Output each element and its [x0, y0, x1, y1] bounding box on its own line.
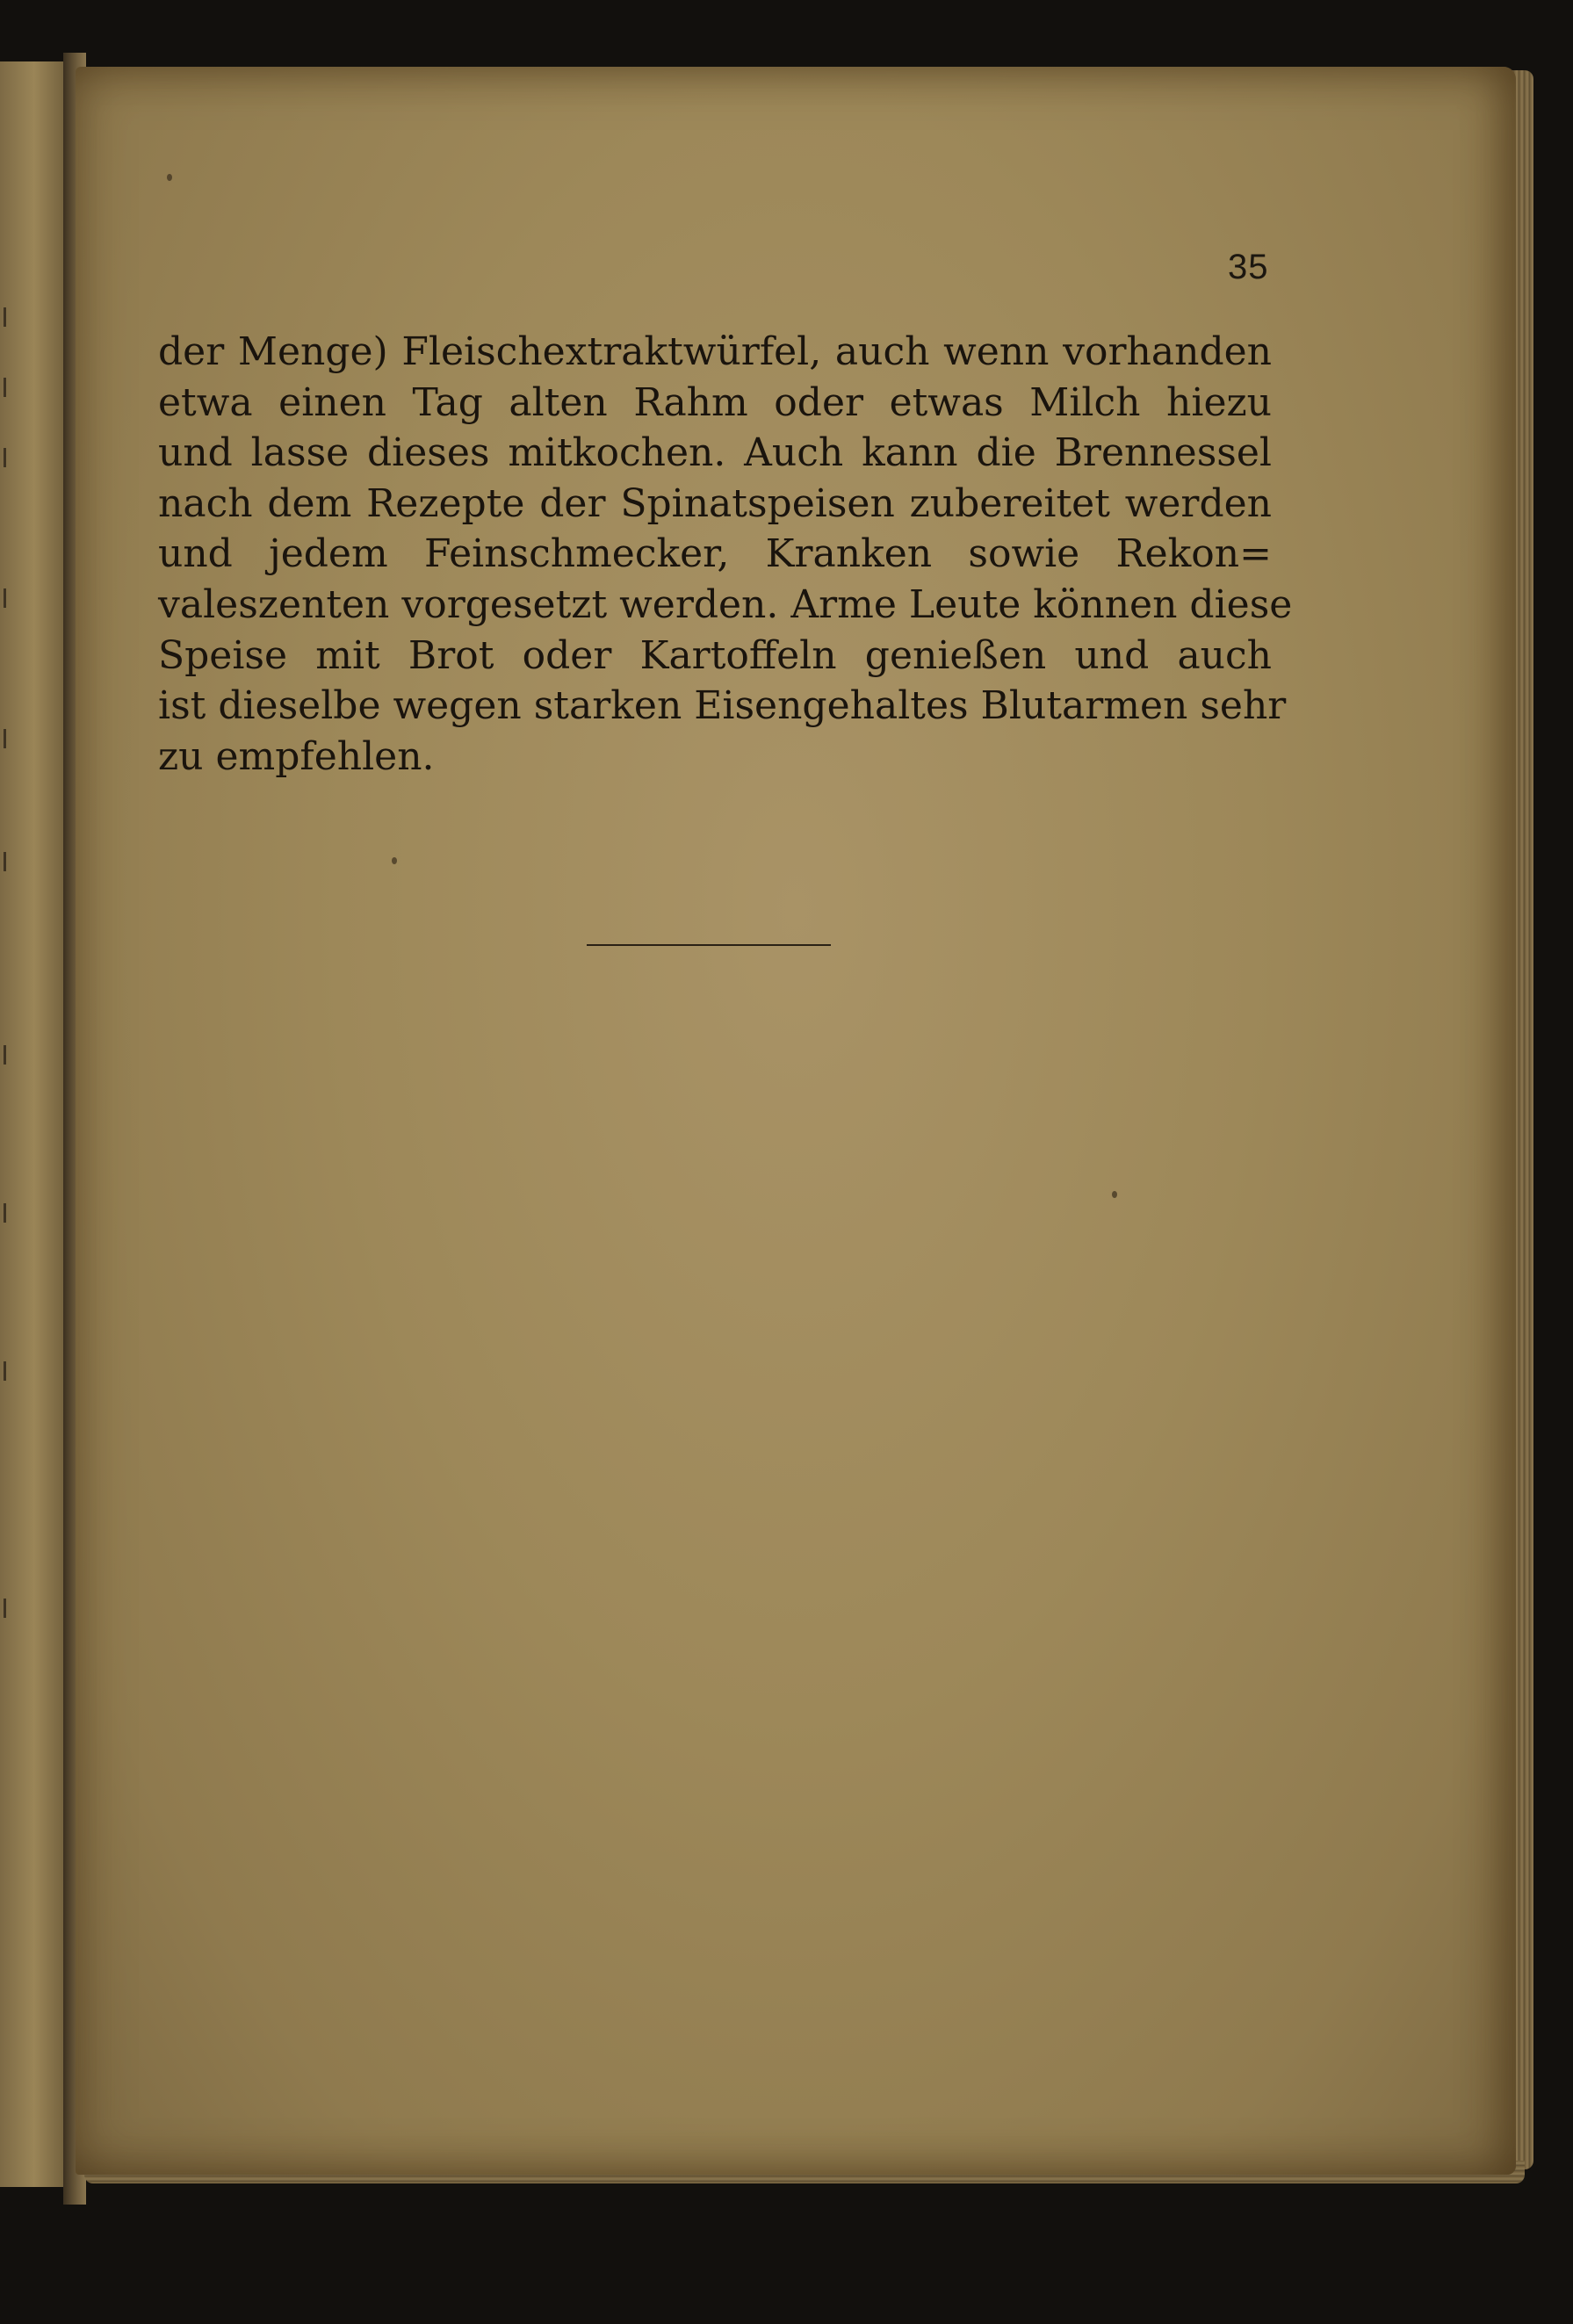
- bleed-mark: [4, 378, 18, 397]
- text-line: zu empfehlen.: [158, 733, 435, 779]
- paper-speck: [1112, 1191, 1117, 1198]
- bleed-mark: [4, 588, 18, 608]
- bleed-mark: [4, 448, 18, 467]
- text-line: etwa einen Tag alten Rahm oder etwas Milch hiezu: [158, 379, 1272, 425]
- text-line: Speise mit Brot oder Kartoffeln genießen und auch: [158, 632, 1272, 678]
- text-line: und lasse dieses mitkochen. Auch kann die Brennessel: [158, 430, 1272, 476]
- previous-page-edge: [0, 61, 71, 2187]
- text-line: ist dieselbe wegen starken Eisengehaltes Blutarmen sehr: [158, 683, 1287, 729]
- text-line: der Menge) Fleischextraktwürfel, auch wenn vorhanden: [158, 329, 1272, 374]
- paper-speck: [167, 174, 172, 181]
- paper-speck: [392, 857, 397, 864]
- bleed-mark: [4, 1045, 18, 1065]
- bleed-mark: [4, 1203, 18, 1223]
- section-divider-rule: [587, 944, 831, 946]
- text-line: valeszenten vorgesetzt werden. Arme Leute können diese: [158, 581, 1293, 627]
- bleed-mark: [4, 852, 18, 871]
- bleed-mark: [4, 729, 18, 748]
- text-line: und jedem Feinschmecker, Kranken sowie Rekon=: [158, 531, 1272, 577]
- bleed-mark: [4, 1361, 18, 1381]
- bleed-mark: [4, 1599, 18, 1618]
- page-number: 35: [1228, 248, 1269, 286]
- page-body-text: [158, 327, 1293, 782]
- text-line: nach dem Rezepte der Spinatspeisen zubereitet werden: [158, 480, 1272, 526]
- bleed-mark: [4, 307, 18, 327]
